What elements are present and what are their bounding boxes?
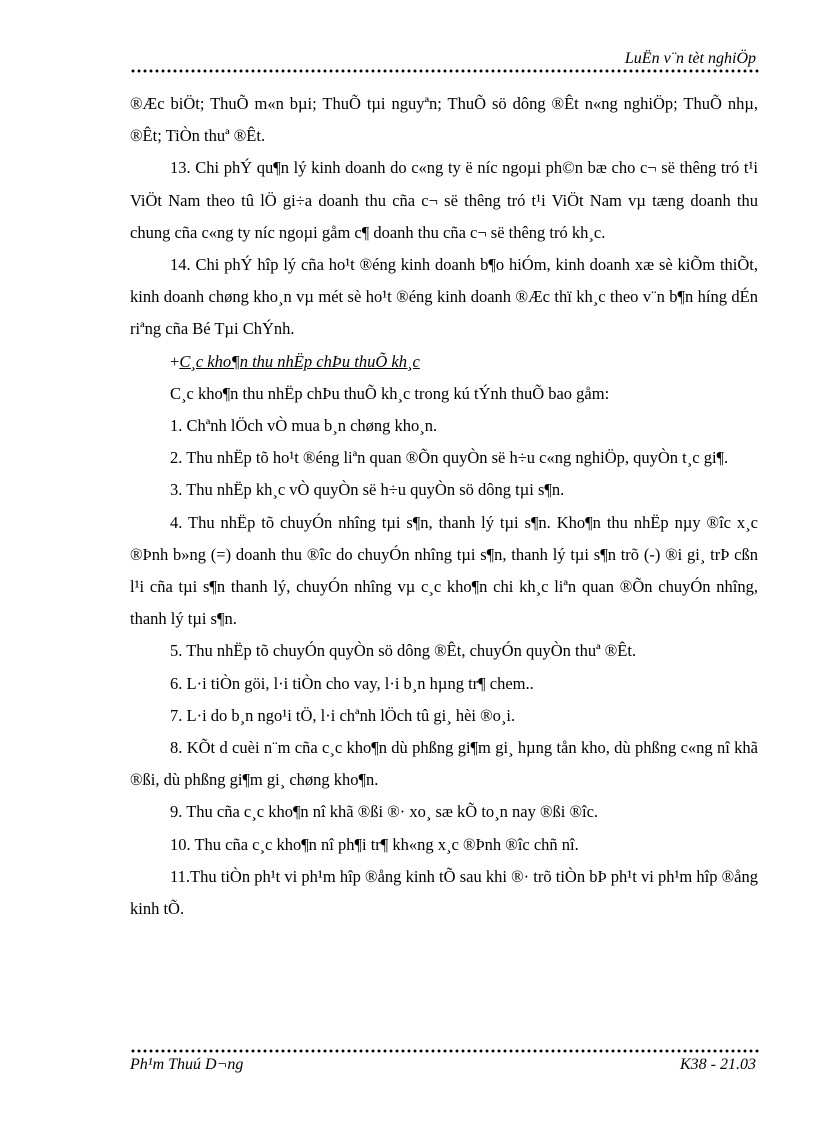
paragraph-continuation: ®Æc biÖt; ThuÕ m«n bµi; ThuÕ tµi nguyªn; ThuÕ sö dông ®Êt n«ng nghiÖp; ThuÕ nhµ, ®Êt; TiÒn thuª ®Êt. xyxy=(130,94,758,146)
list-item: 10. Thu cña c¸c kho¶n nî ph¶i tr¶ kh«ng x¸c ®Þnh ®îc chñ nî. xyxy=(170,834,579,854)
paragraph-item-14: 14. Chi phÝ hîp lý cña ho¹t ®éng kinh doanh b¶o hiÓm, kinh doanh xæ sè kiÕm thiÕt, kinh doanh chøng kho¸n vµ mét sè ho¹t ®éng kinh doanh ®Æc thï kh¸c theo v¨n b¶n híng dÉn riªng cña Bé Tµi ChÝnh. xyxy=(130,255,758,339)
section-heading-line xyxy=(130,346,758,378)
list-item: 9. Thu cña c¸c kho¶n nî khã ®ßi ®· xo¸ sæ kÕ to¸n nay ®ßi ®îc. xyxy=(170,802,599,822)
list-item: 8. KÕt d cuèi n¨m cña c¸c kho¶n dù phßng gi¶m gi¸ hµng tån kho, dù phßng c«ng nî khã ®ßi, dù phßng gi¶m gi¸ chøng kho¶n. xyxy=(130,738,758,790)
list-item: 3. Thu nhËp kh¸c vÒ quyÒn së h÷u quyÒn sö dông tµi s¶n. xyxy=(170,480,565,500)
list-item: 1. Chªnh lÖch vÒ mua b¸n chøng kho¸n. xyxy=(170,416,438,436)
list-item: 6. L·i tiÒn göi, l·i tiÒn cho vay, l·i b¸n hµng tr¶ chem.. xyxy=(170,673,534,693)
list-item: 5. Thu nhËp tõ chuyÓn quyÒn sö dông ®Êt, chuyÓn quyÒn thuª ®Êt. xyxy=(170,641,637,661)
header-divider xyxy=(130,69,760,73)
footer-code: K38 - 21.03 xyxy=(680,1056,756,1073)
list-item: 11.Thu tiÒn ph¹t vi ph¹m hîp ®ång kinh tÕ sau khi ®· trõ tiÒn bÞ ph¹t vi ph¹m hîp ®ång kinh tÕ. xyxy=(130,866,758,919)
footer-author: Ph¹m Thuú D¬ng xyxy=(130,1056,244,1073)
list-item: 7. L·i do b¸n ngo¹i tÖ, l·i chªnh lÖch tû gi¸ hèi ®o¸i. xyxy=(170,705,516,725)
paragraph-item-13: 13. Chi phÝ qu¶n lý kinh doanh do c«ng ty ë níc ngoµi ph©n bæ cho c¬ së thêng tró t¹i ViÖt Nam theo tû lÖ gi÷a doanh thu cña c¬ së thêng tró t¹i ViÖt Nam vµ tæng doanh thu chung cña c«ng ty níc ngoµi gåm c¶ doanh thu cña c¬ së thêng tró kh¸c. xyxy=(130,158,758,242)
list-item: 4. Thu nhËp tõ chuyÓn nhîng tµi s¶n, thanh lý tµi s¶n. Kho¶n thu nhËp nµy ®îc x¸c ®Þnh b»ng (=) doanh thu ®îc do chuyÓn nhîng tµi s¶n, thanh lý tµi s¶n trõ (-) ®i gi¸ trÞ cßn l¹i cña tµi s¶n thanh lý, chuyÓn nhîng vµ c¸c kho¶n chi kh¸c liªn quan ®Õn chuyÓn nhîng, thanh lý tµi s¶n. xyxy=(130,512,758,629)
list-item: 2. Thu nhËp tõ ho¹t ®éng liªn quan ®Õn quyÒn së h÷u c«ng nghiÖp, quyÒn t¸c gi¶. xyxy=(170,448,729,468)
document-body xyxy=(130,88,758,925)
section-prefix: + xyxy=(170,351,180,371)
header-title: LuËn v¨n tèt nghiÖp xyxy=(624,50,756,67)
footer-divider xyxy=(130,1049,760,1053)
paragraph-intro: C¸c kho¶n thu nhËp chÞu thuÕ kh¸c trong kú tÝnh thuÕ bao gåm: xyxy=(170,383,610,403)
section-heading: C¸c kho¶n thu nhËp chÞu thuÕ kh¸c xyxy=(179,351,420,371)
